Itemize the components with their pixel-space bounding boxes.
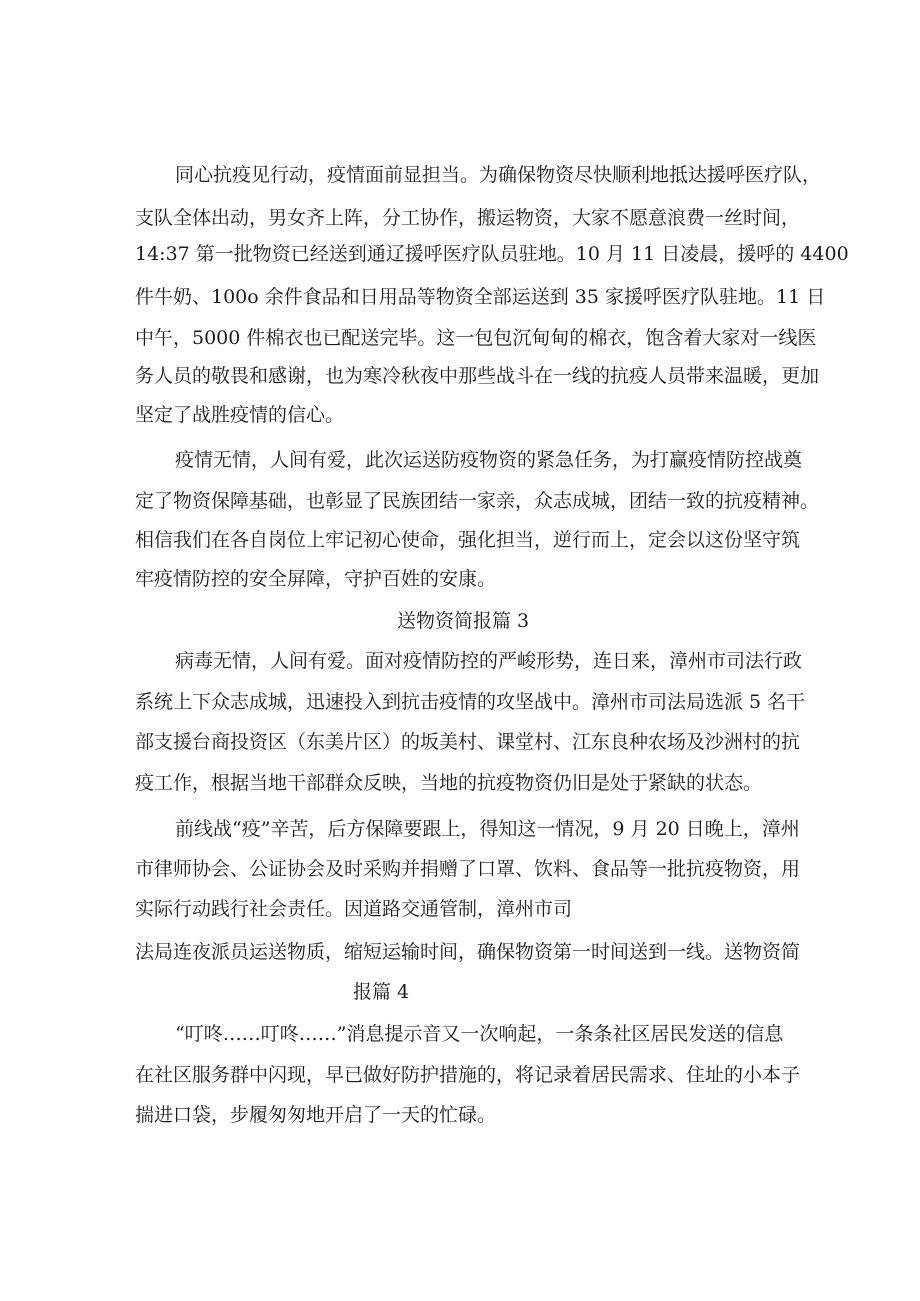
paragraph-2-line: 牢疫情防控的安全屏障，守护百姓的安康。 (135, 568, 497, 590)
section-heading-4: 报篇 4 (353, 981, 410, 1003)
paragraph-2-line: 疫情无情，人间有爱，此次运送防疫物资的紧急任务，为打赢疫情防控战奠 (175, 449, 803, 471)
paragraph-1-line: 中午，5000 件棉衣也已配送完毕。这一包包沉甸甸的棉衣，饱含着大家对一线医 (135, 327, 817, 349)
paragraph-2-line: 相信我们在各自岗位上牢记初心使命，强化担当，逆行而上，定会以这份坚守筑 (135, 529, 801, 551)
paragraph-5-line: 揣进口袋，步履匆匆地开启了一天的忙碌。 (135, 1104, 497, 1126)
paragraph-3-line: 部支援台商投资区（东美片区）的坂美村、课堂村、江东良种农场及沙洲村的抗 (135, 731, 801, 753)
paragraph-1-line: 务人员的敬畏和感谢，也为寒冷秋夜中那些战斗在一线的抗疫人员带来温暖，更加 (135, 365, 820, 387)
paragraph-1-line: 支队全体出动，男女齐上阵，分工协作，搬运物资，大家不愿意浪费一丝时间， (135, 207, 801, 229)
paragraph-1-line: 件牛奶、100o 余件食品和日用品等物资全部运送到 35 家援呼医疗队驻地。11 日 (135, 286, 826, 308)
paragraph-4-line: 法局连夜派员运送物质，缩短运输时间，确保物资第一时间送到一线。送物资简 (135, 941, 801, 963)
section-heading-3: 送物资简报篇 3 (397, 610, 530, 632)
paragraph-1-line: 14:37 第一批物资已经送到通辽援呼医疗队员驻地。10 月 11 日凌晨，援呼的 4400 (135, 243, 849, 265)
paragraph-5-line: “叮咚……叮咚……”消息提示音又一次响起，一条条社区居民发送的信息 (175, 1023, 784, 1045)
paragraph-4-line: 前线战“疫”辛苦，后方保障要跟上，得知这一情况，9 月 20 日晚上，漳州 (175, 818, 800, 840)
paragraph-1-line: 坚定了战胜疫情的信心。 (135, 404, 345, 426)
paragraph-5-line: 在社区服务群中闪现，早已做好防护措施的，将记录着居民需求、住址的小本子 (135, 1064, 801, 1086)
paragraph-3-line: 病毒无情，人间有爱。面对疫情防控的严峻形势，连日来，漳州市司法行政 (175, 650, 803, 672)
paragraph-4-line: 市律师协会、公证协会及时采购并捐赠了口罩、饮料、食品等一批抗疫物资，用 (135, 858, 801, 880)
paragraph-3-line: 疫工作，根据当地干部群众反映，当地的抗疫物资仍旧是处于紧缺的状态。 (135, 772, 763, 794)
paragraph-3-line: 系统上下众志成城，迅速投入到抗击疫情的攻坚战中。漳州市司法局选派 5 名干 (135, 691, 806, 713)
paragraph-2-line: 定了物资保障基础，也彰显了民族团结一家亲，众志成城，团结一致的抗疫精神。 (135, 490, 820, 512)
paragraph-1-line: 同心抗疫见行动，疫情面前显担当。为确保物资尽快顺利地抵达援呼医疗队， (175, 164, 822, 186)
paragraph-4-line: 实际行动践行社会责任。因道路交通管制，漳州市司 (135, 898, 573, 920)
